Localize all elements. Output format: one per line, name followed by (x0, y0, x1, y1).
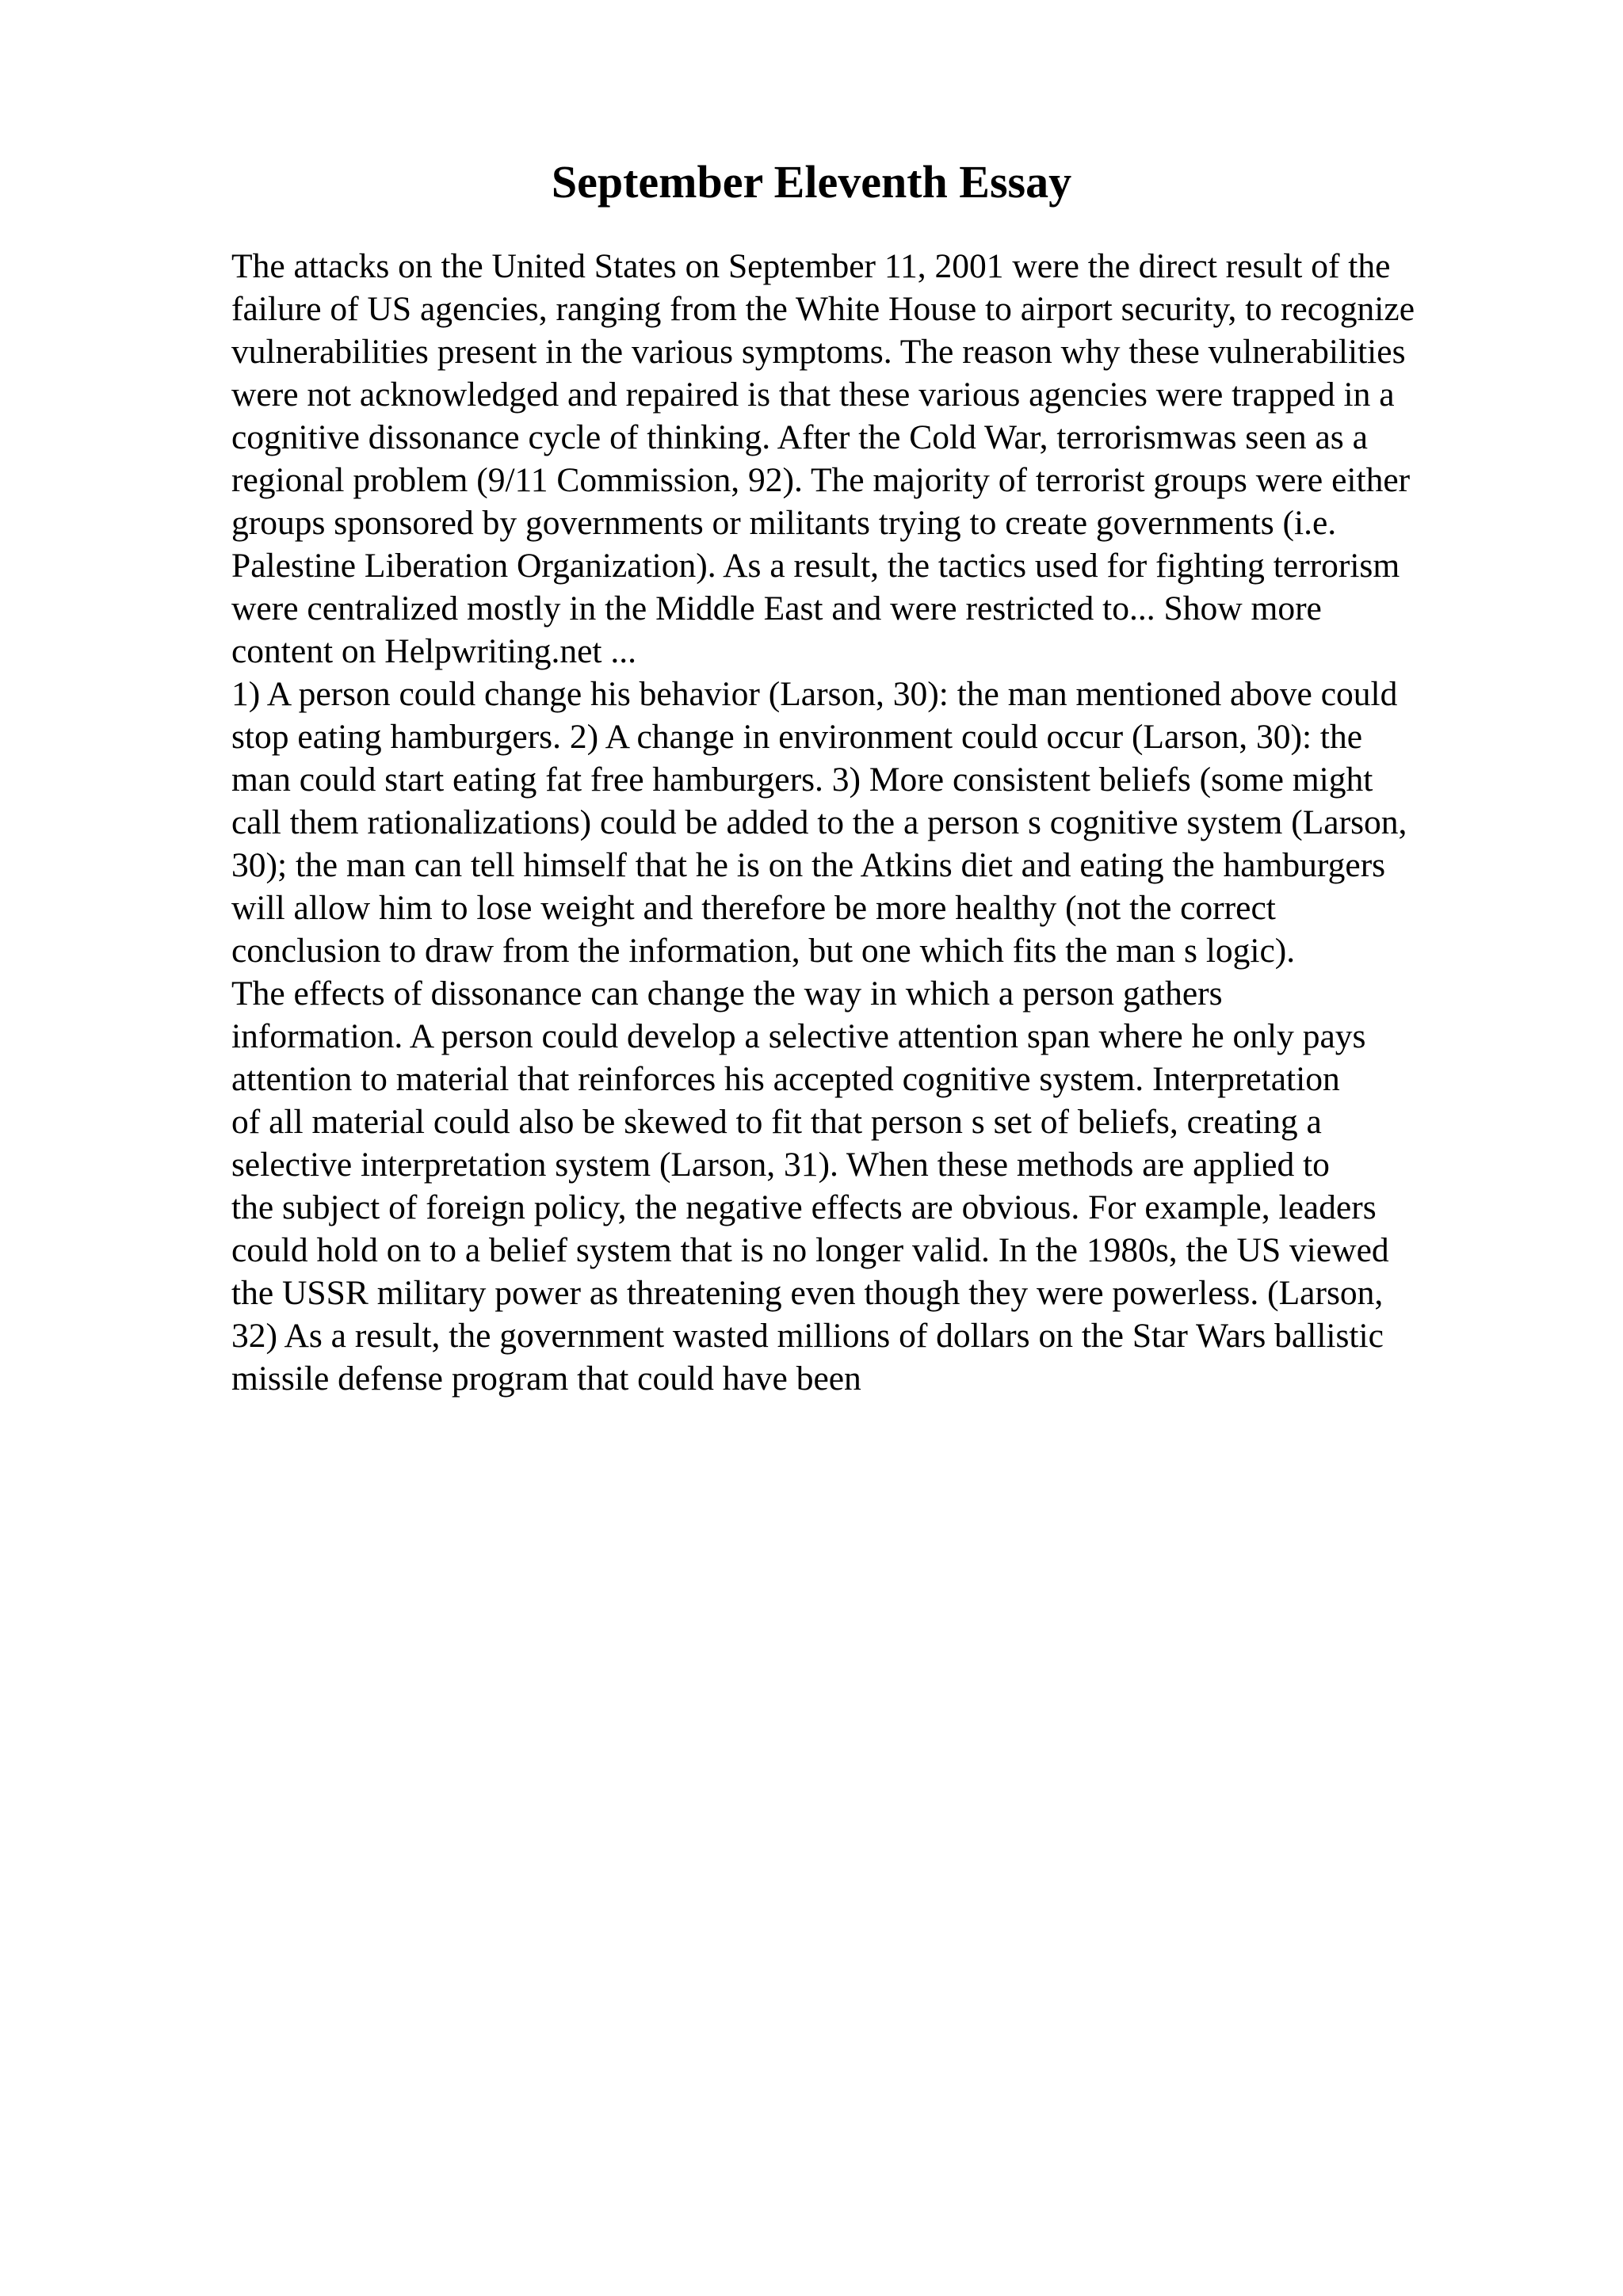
text-line: groups sponsored by governments or militants trying to create governments (i.e. (231, 504, 1337, 542)
text-line: man could start eating fat free hamburgers. 3) More consistent beliefs (some might (231, 761, 1373, 799)
text-line: of all material could also be skewed to fit that person s set of beliefs, creating a (231, 1103, 1322, 1141)
text-line: were centralized mostly in the Middle East and were restricted to... Show more (231, 589, 1322, 627)
text-line: vulnerabilities present in the various symptoms. The reason why these vulnerabilities (231, 333, 1406, 371)
text-line: 30); the man can tell himself that he is on the Atkins diet and eating the hamburgers (231, 846, 1386, 884)
text-line: information. A person could develop a selective attention span where he only pays (231, 1017, 1366, 1055)
document-title: September Eleventh Essay (551, 156, 1072, 208)
text-line: The attacks on the United States on September 11, 2001 were the direct result of the (231, 247, 1391, 285)
text-line: failure of US agencies, ranging from the White House to airport security, to recognize (231, 290, 1415, 328)
text-line: could hold on to a belief system that is no longer valid. In the 1980s, the US viewed (231, 1231, 1389, 1269)
text-line: missile defense program that could have been (231, 1360, 861, 1398)
text-line: The effects of dissonance can change the way in which a person gathers (231, 974, 1223, 1013)
text-line: the USSR military power as threatening even though they were powerless. (Larson, (231, 1274, 1384, 1312)
text-line: attention to material that reinforces his accepted cognitive system. Interpretation (231, 1060, 1340, 1098)
text-line: were not acknowledged and repaired is that these various agencies were trapped in a (231, 376, 1395, 414)
text-line: selective interpretation system (Larson, 31). When these methods are applied to (231, 1146, 1330, 1184)
text-line: cognitive dissonance cycle of thinking. After the Cold War, terrorismwas seen as a (231, 418, 1368, 456)
text-line: content on Helpwriting.net ... (231, 632, 637, 670)
text-line: the subject of foreign policy, the negative effects are obvious. For example, leaders (231, 1188, 1377, 1226)
text-line: 32) As a result, the government wasted millions of dollars on the Star Wars ballistic (231, 1317, 1384, 1355)
text-line: regional problem (9/11 Commission, 92). The majority of terrorist groups were either (231, 461, 1411, 499)
text-line: 1) A person could change his behavior (Larson, 30): the man mentioned above could (231, 675, 1398, 713)
essay-body (231, 245, 1594, 1400)
text-line: will allow him to lose weight and therefore be more healthy (not the correct (231, 889, 1276, 927)
text-line: call them rationalizations) could be added to the a person s cognitive system (Larson, (231, 803, 1407, 841)
text-line: Palestine Liberation Organization). As a result, the tactics used for fighting terrorism (231, 547, 1400, 585)
text-line: stop eating hamburgers. 2) A change in environment could occur (Larson, 30): the (231, 718, 1363, 756)
text-line: conclusion to draw from the information, but one which fits the man s logic). (231, 932, 1296, 970)
